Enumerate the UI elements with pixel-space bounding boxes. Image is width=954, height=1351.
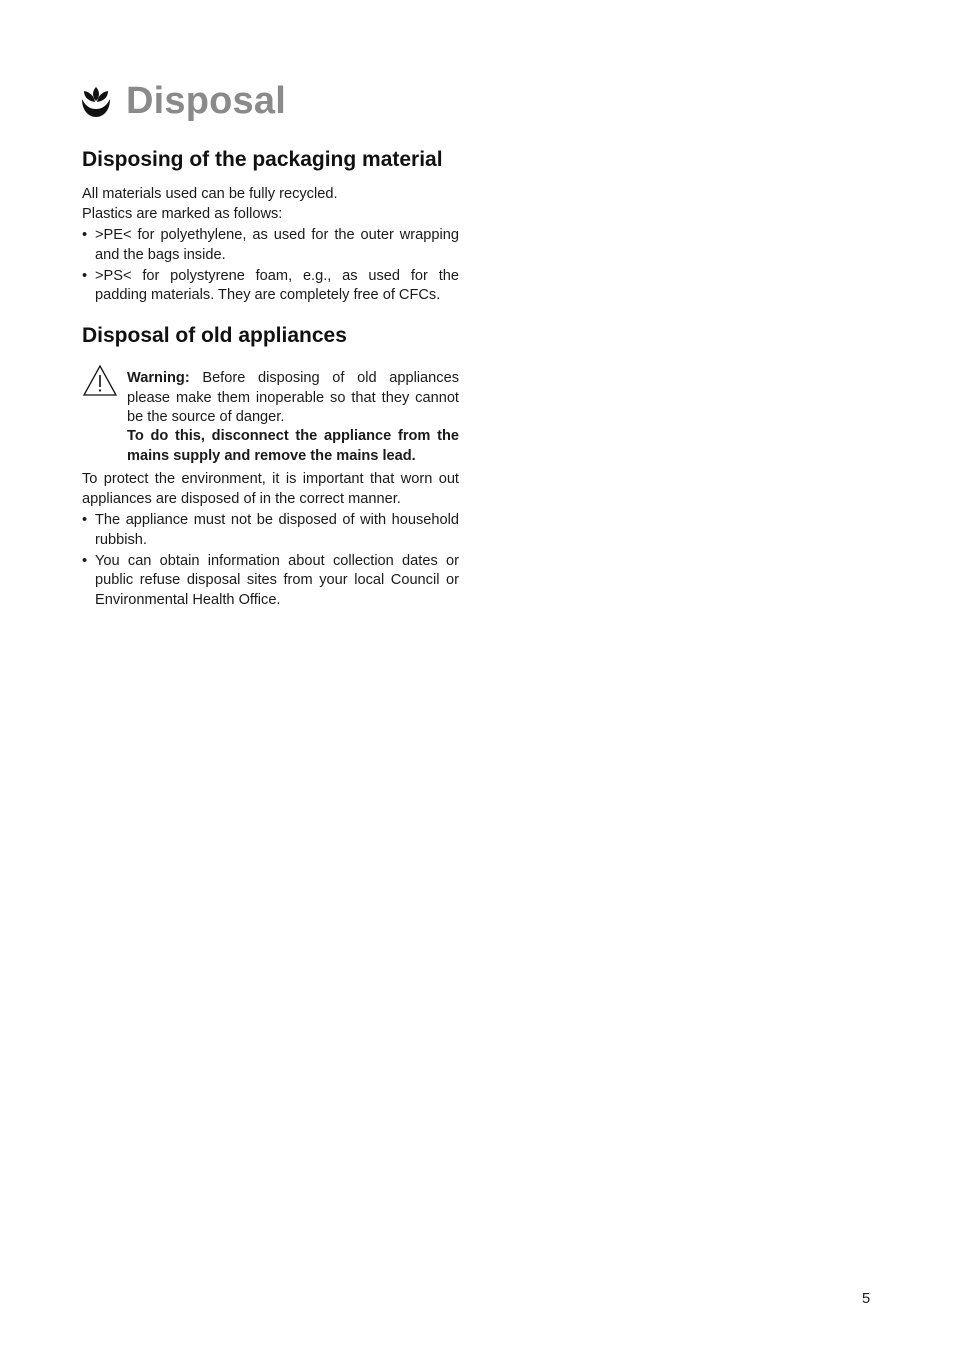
- bullet-dot: •: [82, 512, 88, 529]
- warning-instruction: [127, 427, 459, 466]
- warning-bold-text: To do this, disconnect the appliance from the mains supply and remove the mains lead.: [127, 428, 459, 464]
- warning-block: [82, 369, 459, 466]
- page-title: Disposal: [126, 80, 286, 122]
- list-item: [82, 226, 459, 265]
- packaging-bullet-list: [82, 226, 459, 306]
- list-item-text: >PE< for polyethylene, as used for the outer wrapping and the bags inside.: [95, 227, 459, 263]
- list-item: [82, 552, 459, 610]
- bullet-dot: •: [82, 268, 88, 285]
- list-item: [82, 511, 459, 550]
- main-content: [82, 150, 459, 612]
- warning-triangle-icon: [82, 364, 118, 398]
- page-header: [80, 80, 286, 123]
- list-item-text: The appliance must not be disposed of with household rubbish.: [95, 512, 459, 548]
- warning-paragraph: [127, 369, 459, 427]
- list-item: [82, 267, 459, 306]
- list-item-text: >PS< for polystyrene foam, e.g., as used for the padding materials. They are completely free of CFCs.: [95, 268, 459, 304]
- appliances-bullet-list: [82, 511, 459, 610]
- bullet-dot: •: [82, 227, 88, 244]
- bullet-dot: •: [82, 552, 88, 569]
- packaging-intro-line2: Plastics are marked as follows:: [82, 205, 283, 222]
- warning-label: Warning:: [127, 370, 190, 387]
- flower-eco-icon: [80, 85, 112, 119]
- packaging-intro-line1: All materials used can be fully recycled.: [82, 186, 338, 203]
- section-heading-old-appliances: Disposal of old appliances: [82, 323, 347, 347]
- environment-paragraph: To protect the environment, it is important that worn out appliances are disposed of in the correct manner.: [82, 471, 459, 507]
- page-number: 5: [862, 1291, 871, 1307]
- list-item-text: You can obtain information about collection dates or public refuse disposal sites from your local Council or Environmental Health Office.: [95, 552, 459, 608]
- warning-text: Before disposing of old appliances please make them inoperable so that they cannot be the source of danger.: [127, 370, 459, 426]
- section-heading-packaging: Disposing of the packaging material: [82, 148, 443, 171]
